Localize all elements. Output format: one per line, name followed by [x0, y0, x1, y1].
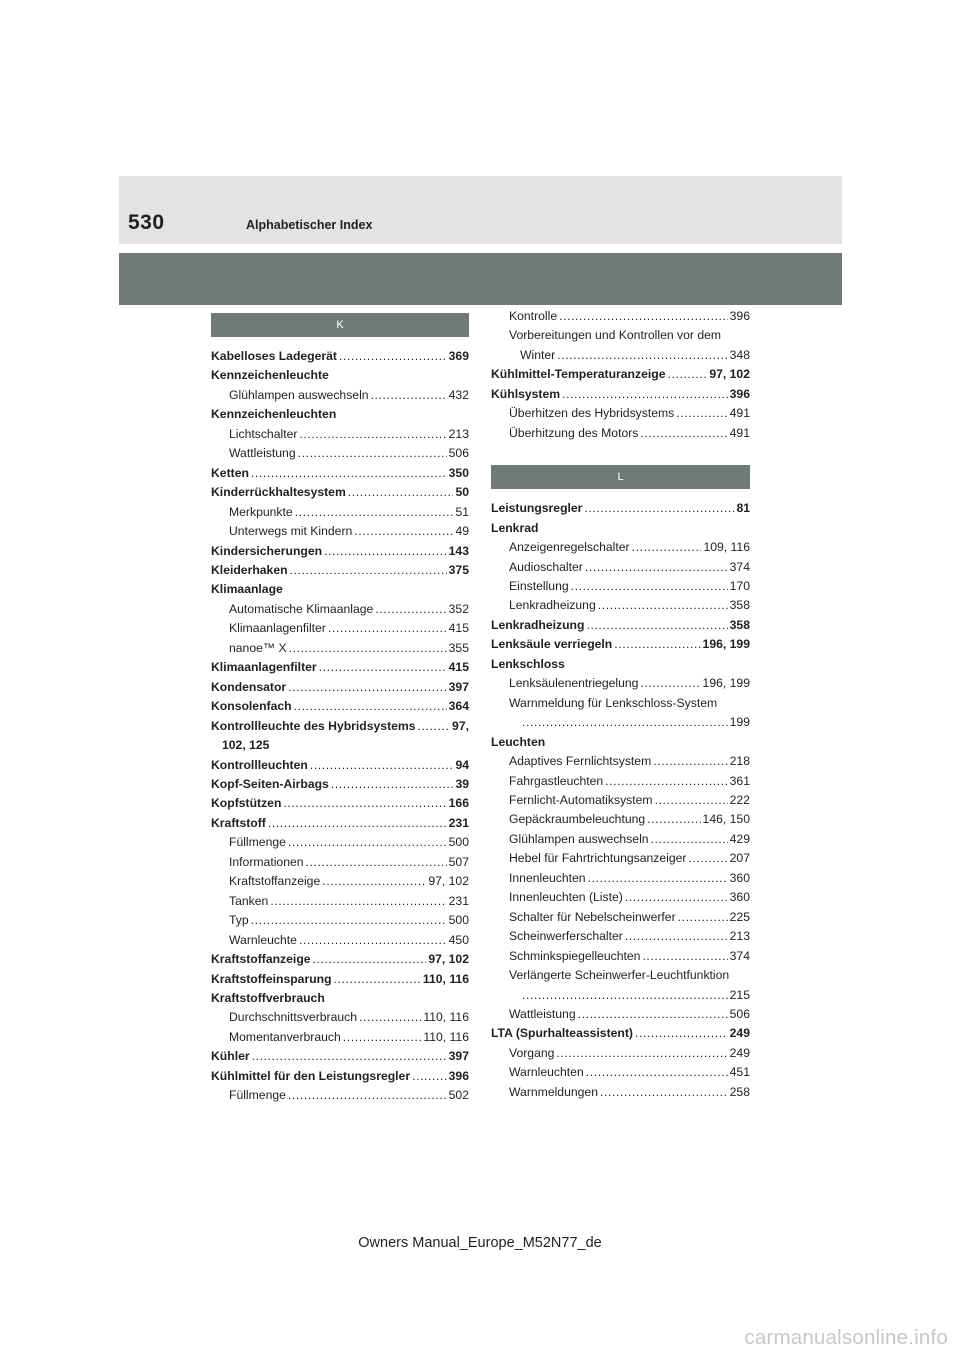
- entry-page[interactable]: 213: [729, 929, 750, 944]
- dot-leader: [289, 639, 447, 658]
- dot-leader: [343, 1028, 422, 1047]
- entry-page[interactable]: 51: [455, 504, 469, 519]
- entry-term: Merkpunkte: [229, 504, 293, 519]
- dot-leader: [557, 346, 727, 365]
- index-entry: [211, 950, 469, 969]
- entry-page[interactable]: 110, 116: [423, 1010, 469, 1025]
- entry-page[interactable]: 97, 102: [428, 952, 469, 967]
- index-entry: [491, 927, 750, 946]
- entry-term: Schalter für Nebelscheinwerfer: [509, 909, 676, 924]
- entry-page[interactable]: 506: [448, 446, 469, 461]
- entry-term: Kraftstoffeinsparung: [211, 971, 332, 986]
- entry-term: Kontrollleuchte des Hybridsystems: [211, 718, 416, 733]
- dot-leader: [299, 425, 446, 444]
- dot-leader: [678, 908, 728, 927]
- dot-leader: [270, 892, 446, 911]
- dot-leader: [522, 713, 728, 732]
- entry-term: Lenkradheizung: [509, 598, 596, 613]
- index-entry: [491, 849, 750, 868]
- dot-leader: [339, 347, 447, 366]
- entry-page[interactable]: 97, 102: [428, 874, 469, 889]
- entry-term: Kühlmittel für den Leistungsregler: [211, 1068, 411, 1083]
- dot-leader: [294, 697, 447, 716]
- entry-page[interactable]: 396: [729, 309, 750, 323]
- entry-page[interactable]: 491: [729, 406, 750, 421]
- index-entry: [491, 869, 750, 888]
- dot-leader: [290, 561, 447, 580]
- dot-leader: [313, 950, 427, 969]
- entry-term: Kleiderhaken: [211, 562, 288, 577]
- entry-page[interactable]: 369: [448, 349, 469, 363]
- dot-leader: [653, 752, 727, 771]
- dot-leader: [268, 814, 447, 833]
- entry-term: Schminkspiegelleuchten: [509, 948, 641, 963]
- dot-leader: [605, 772, 727, 791]
- index-entry: [211, 833, 469, 852]
- index-entry: [211, 911, 469, 930]
- dot-leader: [588, 869, 728, 888]
- entry-page[interactable]: 415: [448, 621, 469, 636]
- entry-page[interactable]: 364: [448, 699, 469, 714]
- entry-term: Hebel für Fahrtrichtungsanzeiger: [509, 851, 687, 866]
- index-entry: [211, 639, 469, 658]
- entry-page[interactable]: 39: [455, 776, 469, 791]
- entry-list-l: [491, 499, 750, 1102]
- page-number: 530: [128, 211, 165, 234]
- entry-term: Typ: [229, 913, 249, 928]
- entry-page[interactable]: 166: [448, 796, 469, 811]
- entry-term: Klimaanlage: [211, 582, 283, 597]
- index-entry: [491, 752, 750, 771]
- dot-leader: [625, 927, 728, 946]
- entry-term: Wattleistung: [229, 446, 296, 461]
- dot-leader: [559, 307, 728, 326]
- index-entry: [491, 635, 750, 654]
- dot-leader: [689, 849, 728, 868]
- entry-term: Lichtschalter: [229, 426, 298, 441]
- index-entry: [491, 908, 750, 927]
- entry-term: Gepäckraumbeleuchtung: [509, 812, 646, 827]
- header-band: [119, 176, 842, 244]
- entry-term: Überhitzung des Motors: [509, 425, 639, 440]
- entry-page[interactable]: 94: [455, 757, 469, 772]
- entry-term: Glühlampen auswechseln: [229, 387, 369, 402]
- entry-term: Innenleuchten (Liste): [509, 890, 623, 905]
- entry-page[interactable]: 415: [448, 660, 469, 675]
- dot-leader: [655, 791, 728, 810]
- entry-term: Tanken: [229, 893, 269, 908]
- index-entry: [491, 986, 750, 1005]
- dot-leader: [310, 756, 454, 775]
- index-entry: [211, 366, 469, 385]
- entry-term: Audioschalter: [509, 559, 583, 574]
- entry-page[interactable]: 432: [448, 387, 469, 402]
- dot-leader: [598, 596, 728, 615]
- index-entry: [211, 1086, 469, 1105]
- dot-leader: [283, 794, 446, 813]
- entry-term: Kühlmittel-Temperaturanzeige: [491, 367, 666, 382]
- index-entry: [491, 519, 750, 538]
- entry-term: Kühler: [211, 1049, 250, 1064]
- dot-leader: [640, 674, 700, 693]
- entry-page[interactable]: 374: [729, 559, 750, 574]
- entry-page[interactable]: 249: [729, 1045, 750, 1060]
- entry-term: Adaptives Fernlichtsystem: [509, 754, 652, 769]
- entry-page[interactable]: 350: [448, 465, 469, 480]
- entry-term: Kontrolle: [509, 309, 558, 323]
- dot-leader: [251, 911, 447, 930]
- dot-leader: [562, 385, 728, 404]
- entry-page[interactable]: 110, 116: [423, 1029, 469, 1044]
- header-dark-band: [119, 253, 842, 305]
- entry-term: Einstellung: [509, 578, 569, 593]
- index-entry: [491, 733, 750, 752]
- index-entry: [211, 756, 469, 775]
- dot-leader: [319, 658, 447, 677]
- dot-leader: [614, 635, 700, 654]
- entry-page[interactable]: 358: [729, 617, 750, 632]
- entry-page[interactable]: 451: [729, 1065, 750, 1080]
- letter-heading-l: L: [491, 465, 750, 489]
- entry-term: Vorgang: [509, 1045, 555, 1060]
- entry-page[interactable]: 110, 116: [422, 971, 469, 986]
- entry-page[interactable]: 97, 102: [709, 367, 750, 382]
- dot-leader: [556, 1044, 727, 1063]
- index-entry: [211, 483, 469, 502]
- entry-page[interactable]: 222: [729, 792, 750, 807]
- index-entry: [211, 814, 469, 833]
- dot-leader: [299, 931, 447, 950]
- entry-page[interactable]: 143: [448, 543, 469, 558]
- dot-leader: [371, 386, 447, 405]
- entry-page[interactable]: 397: [448, 1049, 469, 1064]
- index-entry: [211, 522, 469, 541]
- index-entry: [211, 1047, 469, 1066]
- entry-page[interactable]: 258: [729, 1084, 750, 1099]
- entry-page[interactable]: 491: [729, 425, 750, 440]
- index-entry: [211, 853, 469, 872]
- index-entry: [491, 1044, 750, 1063]
- index-entry: [211, 892, 469, 911]
- dot-leader: [668, 365, 708, 384]
- entry-term: 102, 125: [222, 738, 270, 753]
- index-entry: [211, 444, 469, 463]
- index-entry: [211, 931, 469, 950]
- index-entry: [491, 538, 750, 557]
- entry-term: Innenleuchten: [509, 870, 586, 885]
- entry-page[interactable]: 97,: [452, 718, 469, 733]
- entry-term: Kraftstoffanzeige: [229, 874, 321, 889]
- index-entry: [491, 385, 750, 404]
- entry-term: Warnleuchte: [229, 932, 297, 947]
- index-entry: [211, 872, 469, 891]
- entry-page[interactable]: 374: [729, 948, 750, 963]
- dot-leader: [642, 947, 727, 966]
- entry-term: Kennzeichenleuchten: [211, 407, 337, 422]
- dot-leader: [412, 1067, 447, 1086]
- index-entry: [491, 1024, 750, 1043]
- entry-page[interactable]: 450: [448, 932, 469, 947]
- entry-term: Füllmenge: [229, 835, 286, 850]
- entry-page[interactable]: 49: [455, 524, 469, 539]
- entry-term: Warnmeldung für Lenkschloss-System: [509, 695, 718, 710]
- watermark: carmanualsonline.info: [744, 1326, 948, 1349]
- entry-term: Vorbereitungen und Kontrollen vor dem: [509, 328, 722, 343]
- entry-term: Fernlicht-Automatiksystem: [509, 792, 653, 807]
- index-column-right: [491, 307, 750, 1102]
- entry-page[interactable]: 199: [729, 715, 750, 730]
- index-entry: [211, 989, 469, 1008]
- dot-leader: [418, 717, 451, 736]
- letter-heading-k: K: [211, 313, 469, 337]
- entry-page[interactable]: 170: [729, 578, 750, 593]
- index-entry: [211, 717, 469, 736]
- entry-page[interactable]: 500: [448, 835, 469, 850]
- entry-page[interactable]: 355: [448, 640, 469, 655]
- entry-term: Warnleuchten: [509, 1065, 584, 1080]
- entry-page[interactable]: 231: [448, 815, 469, 830]
- entry-term: Kinderrückhaltesystem: [211, 485, 346, 500]
- dot-leader: [375, 600, 446, 619]
- index-entry: [491, 1005, 750, 1024]
- dot-leader: [585, 558, 728, 577]
- dot-leader: [288, 678, 446, 697]
- index-entry: [211, 697, 469, 716]
- entry-page[interactable]: 218: [729, 754, 750, 769]
- entry-term: Glühlampen auswechseln: [509, 831, 649, 846]
- index-entry: [211, 580, 469, 599]
- index-entry: [211, 678, 469, 697]
- entry-page[interactable]: 429: [729, 831, 750, 846]
- dot-leader: [578, 1005, 728, 1024]
- entry-term: Kabelloses Ladegerät: [211, 349, 337, 363]
- index-column-left: [211, 313, 469, 1106]
- index-entry: [211, 658, 469, 677]
- entry-term: Warnmeldungen: [509, 1084, 598, 1099]
- index-entry: [211, 1028, 469, 1047]
- index-entry: [491, 947, 750, 966]
- entry-page[interactable]: 397: [448, 679, 469, 694]
- index-entry: [491, 830, 750, 849]
- dot-leader: [324, 542, 447, 561]
- entry-page[interactable]: 396: [448, 1068, 469, 1083]
- entry-term: Momentanverbrauch: [229, 1029, 341, 1044]
- entry-page[interactable]: 502: [448, 1088, 469, 1103]
- dot-leader: [354, 522, 453, 541]
- index-entry: [211, 347, 469, 366]
- entry-term: Kraftstoffverbrauch: [211, 990, 325, 1005]
- entry-page[interactable]: 213: [448, 426, 469, 441]
- dot-leader: [252, 1047, 447, 1066]
- entry-term: Lenksäule verriegeln: [491, 637, 613, 652]
- dot-leader: [331, 775, 454, 794]
- entry-list-continued: [491, 307, 750, 443]
- entry-term: Kopfstützen: [211, 796, 282, 811]
- entry-term: Lenkschloss: [491, 656, 565, 671]
- entry-term: Klimaanlagenfilter: [211, 660, 317, 675]
- entry-page[interactable]: 375: [448, 562, 469, 577]
- entry-term: Klimaanlagenfilter: [229, 621, 326, 636]
- entry-term: Ketten: [211, 465, 249, 480]
- dot-leader: [295, 503, 454, 522]
- entry-term: Kondensator: [211, 679, 287, 694]
- index-entry: [491, 713, 750, 732]
- entry-page[interactable]: 81: [736, 501, 750, 516]
- dot-leader: [586, 1063, 728, 1082]
- entry-term: Wattleistung: [509, 1006, 576, 1021]
- dot-leader: [328, 619, 447, 638]
- index-entry: [491, 596, 750, 615]
- entry-term: Kennzeichenleuchte: [211, 368, 329, 383]
- entry-page[interactable]: 196, 199: [702, 676, 750, 691]
- dot-leader: [288, 833, 447, 852]
- entry-term: Kindersicherungen: [211, 543, 323, 558]
- entry-page[interactable]: 352: [448, 601, 469, 616]
- index-entry: [491, 1083, 750, 1102]
- index-entry: [211, 619, 469, 638]
- dot-leader: [600, 1083, 728, 1102]
- dot-leader: [334, 970, 421, 989]
- entry-term: Leistungsregler: [491, 501, 583, 516]
- dot-leader: [647, 810, 700, 829]
- index-entry: [211, 736, 469, 755]
- entry-page[interactable]: 225: [729, 909, 750, 924]
- index-entry: [211, 775, 469, 794]
- dot-leader: [348, 483, 454, 502]
- dot-leader: [625, 888, 728, 907]
- index-entry: [491, 558, 750, 577]
- index-entry: [491, 655, 750, 674]
- index-entry: [211, 542, 469, 561]
- index-entry: [211, 425, 469, 444]
- index-entry: [491, 499, 750, 518]
- index-entry: [491, 694, 750, 713]
- entry-term: Anzeigenregelschalter: [509, 540, 630, 555]
- entry-page[interactable]: 50: [455, 485, 469, 500]
- entry-term: Automatische Klimaanlage: [229, 601, 374, 616]
- entry-page[interactable]: 348: [729, 347, 750, 362]
- index-entry: [211, 386, 469, 405]
- entry-term: Durchschnittsverbrauch: [229, 1010, 358, 1025]
- index-entry: [491, 424, 750, 443]
- dot-leader: [640, 424, 727, 443]
- dot-leader: [651, 830, 728, 849]
- entry-page[interactable]: 146, 150: [702, 812, 750, 827]
- entry-term: Winter: [520, 347, 556, 362]
- entry-term: Lenkrad: [491, 520, 539, 535]
- index-entry: [491, 772, 750, 791]
- entry-page[interactable]: 360: [729, 890, 750, 905]
- entry-term: Fahrgastleuchten: [509, 773, 604, 788]
- index-entry: [491, 616, 750, 635]
- index-entry: [211, 503, 469, 522]
- index-entry: [211, 561, 469, 580]
- dot-leader: [306, 853, 447, 872]
- dot-leader: [251, 464, 447, 483]
- entry-page[interactable]: 500: [448, 913, 469, 928]
- entry-page[interactable]: 215: [729, 987, 750, 1002]
- entry-page[interactable]: 396: [729, 386, 750, 401]
- index-entry: [491, 888, 750, 907]
- entry-term: Lenkradheizung: [491, 617, 585, 632]
- entry-term: Konsolenfach: [211, 699, 292, 714]
- index-entry: [211, 794, 469, 813]
- entry-term: Lenksäulenentriegelung: [509, 676, 639, 691]
- index-entry: [211, 1067, 469, 1086]
- index-entry: [491, 966, 750, 985]
- dot-leader: [298, 444, 447, 463]
- index-entry: [211, 1008, 469, 1027]
- dot-leader: [571, 577, 728, 596]
- dot-leader: [288, 1086, 447, 1105]
- dot-leader: [632, 538, 702, 557]
- entry-list-k: [211, 347, 469, 1106]
- entry-term: Überhitzen des Hybridsystems: [509, 406, 675, 421]
- footer-manual-id: Owners Manual_Europe_M52N77_de: [358, 1235, 602, 1251]
- dot-leader: [359, 1008, 421, 1027]
- entry-page[interactable]: 207: [729, 851, 750, 866]
- entry-page[interactable]: 196, 199: [702, 637, 750, 652]
- index-entry: [491, 810, 750, 829]
- entry-term: Scheinwerferschalter: [509, 929, 623, 944]
- entry-term: Unterwegs mit Kindern: [229, 524, 353, 539]
- entry-term: Füllmenge: [229, 1088, 286, 1103]
- entry-term: Kühlsystem: [491, 386, 561, 401]
- entry-term: Verlängerte Scheinwerfer-Leuchtfunktion: [509, 968, 730, 983]
- entry-term: Kontrollleuchten: [211, 757, 308, 772]
- entry-page[interactable]: 507: [448, 854, 469, 869]
- entry-page[interactable]: 361: [729, 773, 750, 788]
- index-entry: [491, 404, 750, 423]
- entry-term: Informationen: [229, 854, 304, 869]
- index-entry: [491, 346, 750, 365]
- entry-term: Kraftstoff: [211, 815, 266, 830]
- index-entry: [491, 791, 750, 810]
- dot-leader: [676, 404, 727, 423]
- entry-page[interactable]: 249: [729, 1026, 750, 1041]
- index-entry: [211, 405, 469, 424]
- entry-term: LTA (Spurhalteassistent): [491, 1026, 633, 1041]
- dot-leader: [522, 986, 728, 1005]
- dot-leader: [635, 1024, 728, 1043]
- entry-page[interactable]: 231: [448, 893, 469, 908]
- entry-page[interactable]: 109, 116: [703, 540, 750, 555]
- dot-leader: [322, 872, 426, 891]
- index-entry: [211, 600, 469, 619]
- index-entry: [491, 1063, 750, 1082]
- entry-term: Leuchten: [491, 734, 546, 749]
- entry-page[interactable]: 506: [729, 1006, 750, 1021]
- index-entry: [211, 464, 469, 483]
- entry-term: Kraftstoffanzeige: [211, 952, 311, 967]
- entry-term: nanoe™ X: [229, 640, 287, 655]
- entry-page[interactable]: 360: [729, 870, 750, 885]
- index-entry: [491, 577, 750, 596]
- index-entry: [491, 674, 750, 693]
- index-entry: [491, 307, 750, 326]
- section-title: Alphabetischer Index: [246, 218, 373, 232]
- entry-page[interactable]: 358: [729, 598, 750, 613]
- entry-term: Kopf-Seiten-Airbags: [211, 776, 329, 791]
- index-entry: [491, 365, 750, 384]
- dot-leader: [586, 616, 727, 635]
- dot-leader: [584, 499, 734, 518]
- index-entry: [491, 326, 750, 345]
- index-entry: [211, 970, 469, 989]
